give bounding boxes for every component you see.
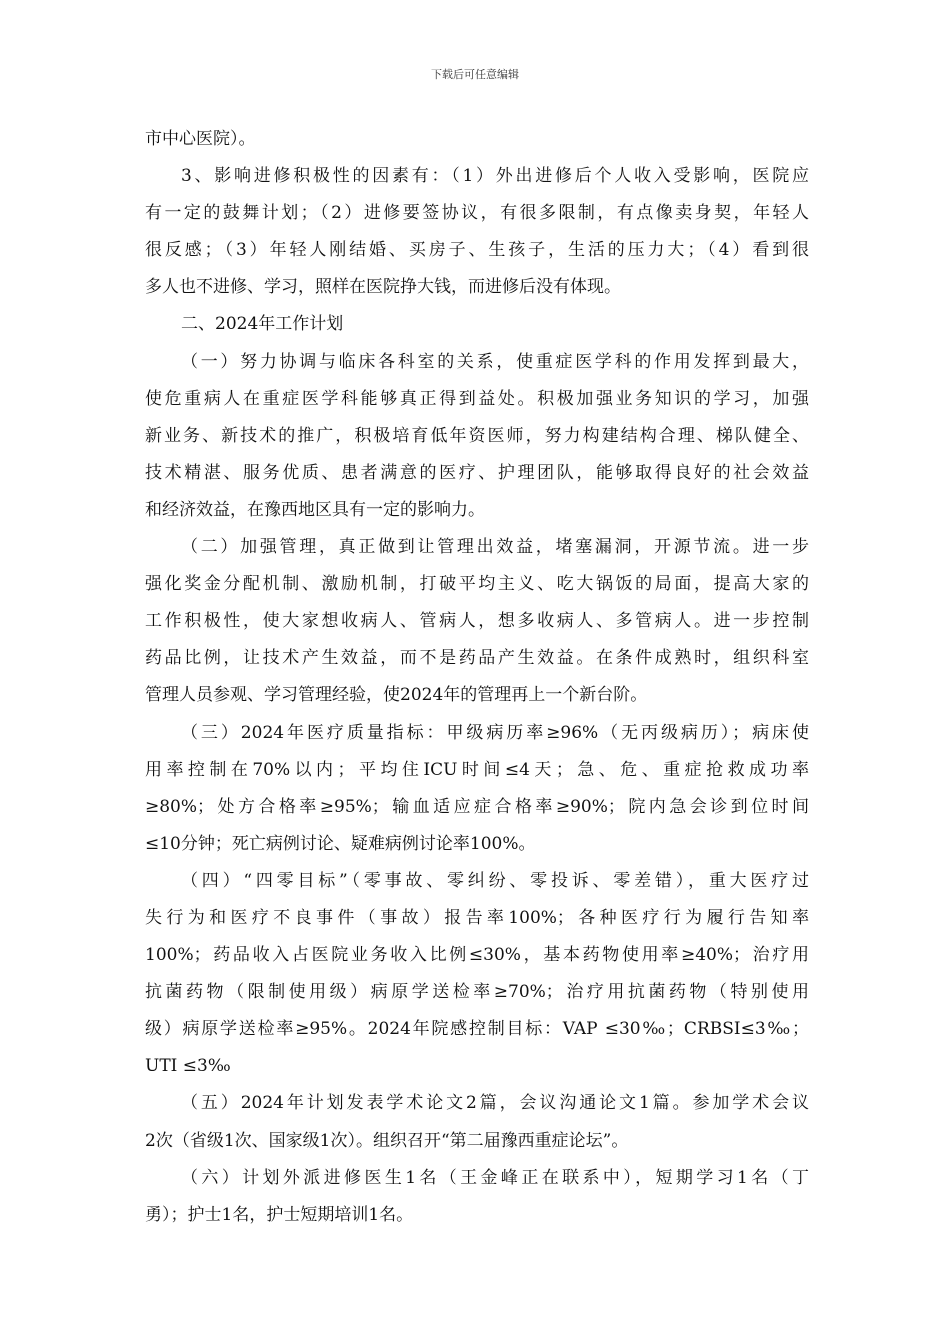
text-line: 抗菌药物（限制使用级）病原学送检率≥70%；治疗用抗菌药物（特别使用 bbox=[145, 982, 809, 1003]
text-line: （四）“四零目标”（零事故、零纠纷、零投诉、零差错），重大医疗过 bbox=[181, 870, 809, 891]
text-line: （五）2024年计划发表学术论文2篇，会议沟通论文1篇。参加学术会议 bbox=[181, 1093, 809, 1114]
text-line: 勇）；护士1名，护士短期培训1名。 bbox=[145, 1204, 414, 1225]
text-line: 管理人员参观、学习管理经验，使2024年的管理再上一个新台阶。 bbox=[145, 685, 648, 706]
text-line: 强化奖金分配机制、激励机制，打破平均主义、吃大锅饭的局面，提高大家的 bbox=[145, 574, 809, 595]
text-line: 技术精湛、服务优质、患者满意的医疗、护理团队，能够取得良好的社会效益 bbox=[145, 462, 809, 483]
text-line: 100%；药品收入占医院业务收入比例≤30%，基本药物使用率≥40%；治疗用 bbox=[145, 945, 809, 966]
text-line: 多人也不进修、学习，照样在医院挣大钱，而进修后没有体现。 bbox=[145, 277, 621, 298]
text-line: （三）2024年医疗质量指标：甲级病历率≥96%（无丙级病历）；病床使 bbox=[181, 722, 809, 743]
text-line: 有一定的鼓舞计划；（2）进修要签协议，有很多限制，有点像卖身契，年轻人 bbox=[145, 203, 809, 224]
text-line: 用率控制在70%以内；平均住ICU时间≤4天；急、危、重症抢救成功率 bbox=[145, 759, 809, 780]
text-line: UTI ≤3‰ bbox=[145, 1056, 231, 1077]
text-line: ≤10分钟；死亡病例讨论、疑难病例讨论率100%。 bbox=[145, 833, 536, 854]
text-line: 二、2024年工作计划 bbox=[181, 314, 344, 335]
text-line: 新业务、新技术的推广，积极培育低年资医师，努力构建结构合理、梯队健全、 bbox=[145, 425, 809, 446]
text-line: 药品比例，让技术产生效益，而不是药品产生效益。在条件成熟时，组织科室 bbox=[145, 648, 809, 669]
text-line: 级）病原学送检率≥95%。2024年院感控制目标：VAP ≤30‰；CRBSI≤3‰； bbox=[145, 1019, 809, 1040]
text-line: （二）加强管理，真正做到让管理出效益，堵塞漏洞，开源节流。进一步 bbox=[181, 537, 809, 558]
text-line: ≥80%；处方合格率≥95%；输血适应症合格率≥90%；院内急会诊到位时间 bbox=[145, 796, 809, 817]
text-line: （六）计划外派进修医生1名（王金峰正在联系中），短期学习1名（丁 bbox=[181, 1167, 809, 1188]
text-line: （一）努力协调与临床各科室的关系，使重症医学科的作用发挥到最大， bbox=[181, 351, 809, 372]
text-line: 市中心医院）。 bbox=[145, 129, 256, 149]
text-line: 工作积极性，使大家想收病人、管病人，想多收病人、多管病人。进一步控制 bbox=[145, 611, 809, 632]
text-line: 3、影响进修积极性的因素有：（1）外出进修后个人收入受影响，医院应 bbox=[181, 166, 809, 187]
text-line: 和经济效益，在豫西地区具有一定的影响力。 bbox=[145, 499, 485, 520]
document-body bbox=[145, 121, 809, 1234]
text-line: 很反感；（3）年轻人刚结婚、买房子、生孩子，生活的压力大；（4）看到很 bbox=[145, 240, 809, 261]
text-line: 2次（省级1次、国家级1次）。组织召开“第二届豫西重症论坛”。 bbox=[145, 1130, 629, 1151]
text-line: 失行为和医疗不良事件（事故）报告率100%；各种医疗行为履行告知率 bbox=[145, 907, 809, 928]
text-line: 使危重病人在重症医学科能够真正得到益处。积极加强业务知识的学习，加强 bbox=[145, 388, 809, 409]
page-header: 下载后可任意编辑 bbox=[431, 68, 519, 81]
